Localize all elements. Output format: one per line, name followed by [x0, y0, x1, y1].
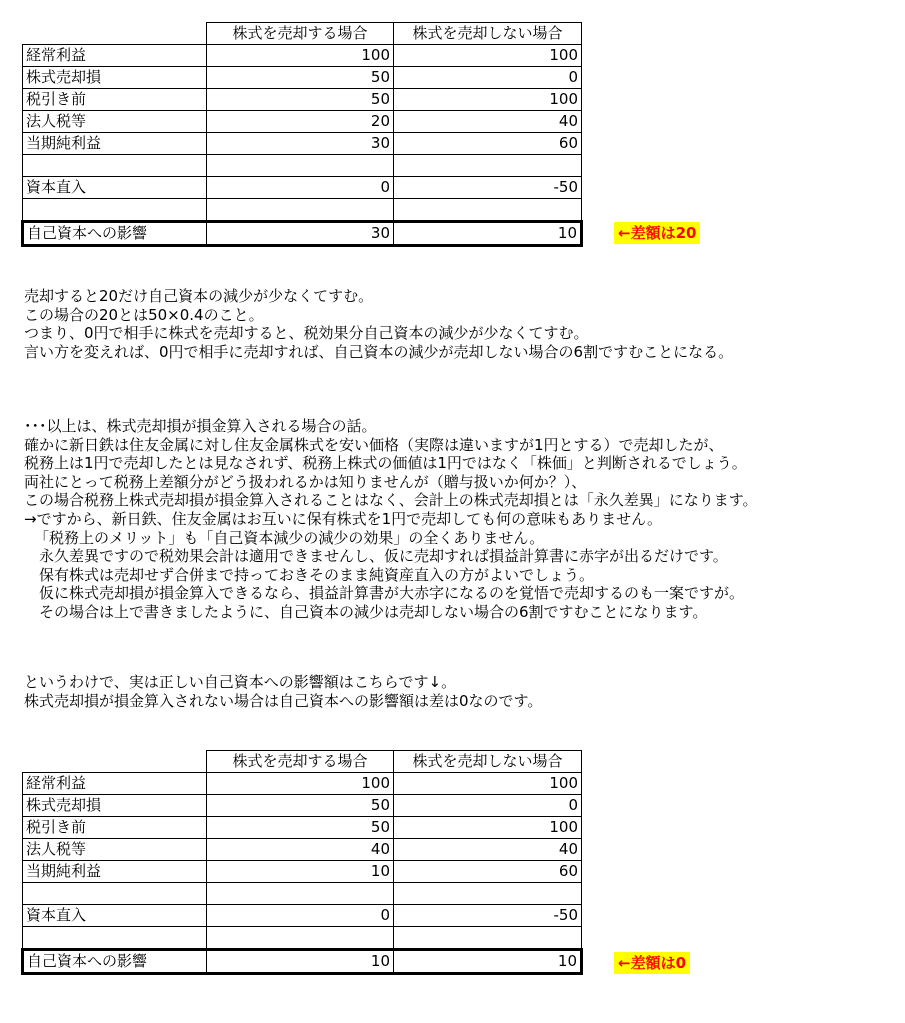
nosell-value: 0 [394, 795, 582, 817]
sell-value: 50 [207, 795, 394, 817]
sell-value: 30 [207, 133, 394, 155]
row-label: 当期純利益 [23, 861, 207, 883]
nosell-value: 100 [394, 89, 582, 111]
table-row [23, 155, 582, 177]
nosell-value: 60 [394, 133, 582, 155]
row-label: 経常利益 [23, 45, 207, 67]
text-line: 「税務上のメリット」も「自己資本減少の減少の効果」の全くありません。 [34, 528, 545, 547]
table-row [23, 905, 582, 927]
header-sell: 株式を売却する場合 [207, 23, 394, 45]
sell-value [207, 199, 394, 222]
text-line: その場合は上で書きましたように、自己資本の減少は売却しない場合の6割ですむことになります。 [39, 602, 708, 621]
sell-value: 0 [207, 905, 394, 927]
sell-value: 50 [207, 817, 394, 839]
nosell-value: 60 [394, 861, 582, 883]
text-line: つまり、0円で相手に株式を売却すると、税効果分自己資本の減少が少なくてすむ。 [24, 324, 589, 343]
table-row [23, 111, 582, 133]
table-row [23, 67, 582, 89]
header-nosell: 株式を売却しない場合 [394, 751, 582, 773]
sell-value [207, 883, 394, 905]
sell-value [207, 927, 394, 950]
text-line: 保有株式は売却せず合併まで持っておきそのまま純資産直入の方がよいでしょう。 [39, 565, 595, 584]
sell-value: 40 [207, 839, 394, 861]
sell-value: 100 [207, 45, 394, 67]
text-line: 永久差異ですので税効果会計は適用できませんし、仮に売却すれば損益計算書に赤字が出るだけです。 [39, 547, 728, 566]
row-label: 株式売却損 [23, 795, 207, 817]
sell-value: 10 [207, 950, 394, 974]
row-label [23, 155, 207, 177]
header-nosell: 株式を売却しない場合 [394, 23, 582, 45]
text-line: ･･･以上は、株式売却損が損金算入される場合の話。 [24, 417, 377, 435]
text-line: 両社にとって税務上差額分がどう扱われるかは知りませんが（贈与扱いか何か？）、 [24, 472, 587, 491]
sell-value [207, 155, 394, 177]
sell-value: 100 [207, 773, 394, 795]
equity-impact-row [23, 222, 582, 246]
nosell-value: -50 [394, 177, 582, 199]
text-line: というわけで、実は正しい自己資本への影響額はこちらです↓。 [24, 673, 457, 691]
nosell-value: 100 [394, 773, 582, 795]
explanation-paragraph-2 [24, 417, 758, 622]
nosell-value: -50 [394, 905, 582, 927]
nosell-value [394, 155, 582, 177]
sell-value: 10 [207, 861, 394, 883]
table-header-row [23, 751, 582, 773]
nosell-value: 10 [394, 222, 582, 246]
nosell-value: 0 [394, 67, 582, 89]
difference-note-2: ←差額は0 [614, 952, 690, 974]
nosell-value: 10 [394, 950, 582, 974]
sell-value: 30 [207, 222, 394, 246]
row-label: 法人税等 [23, 839, 207, 861]
table-row [23, 199, 582, 222]
row-label: 株式売却損 [23, 67, 207, 89]
comparison-table-2 [21, 750, 583, 975]
text-line: 売却すると20だけ自己資本の減少が少なくてすむ。 [24, 287, 374, 305]
table-row [23, 839, 582, 861]
conclusion-paragraph [24, 673, 542, 710]
table-row [23, 177, 582, 199]
table-row [23, 133, 582, 155]
row-label: 資本直入 [23, 905, 207, 927]
nosell-value [394, 927, 582, 950]
header-blank [23, 23, 207, 45]
text-line: 仮に株式売却損が損金算入できるなら、損益計算書が大赤字になるのを覚悟で売却するのも一案ですが。 [39, 584, 745, 603]
nosell-value [394, 883, 582, 905]
row-label: 資本直入 [23, 177, 207, 199]
row-label [23, 927, 207, 950]
nosell-value: 40 [394, 111, 582, 133]
text-line: 言い方を変えれば、0円で相手に売却すれば、自己資本の減少が売却しない場合の6割ですむことになる。 [24, 342, 734, 361]
table-row [23, 861, 582, 883]
table-row [23, 883, 582, 905]
text-line: 確かに新日鉄は住友金属に対し住友金属株式を安い価格（実際は違いますが1円とする）で売却したが、 [24, 435, 724, 454]
row-label: 法人税等 [23, 111, 207, 133]
text-line: この場合税務上株式売却損が損金算入されることはなく、会計上の株式売却損とは「永久差異」になります。 [24, 491, 758, 510]
sell-value: 50 [207, 67, 394, 89]
sell-value: 20 [207, 111, 394, 133]
table-header-row [23, 23, 582, 45]
nosell-value: 40 [394, 839, 582, 861]
difference-note-1: ←差額は20 [614, 222, 700, 244]
row-label [23, 883, 207, 905]
nosell-value: 100 [394, 817, 582, 839]
comparison-table-1 [21, 22, 583, 247]
row-label: 経常利益 [23, 773, 207, 795]
header-blank [23, 751, 207, 773]
header-sell: 株式を売却する場合 [207, 751, 394, 773]
row-label [23, 199, 207, 222]
text-line: 税務上は1円で売却したとは見なされず、税務上株式の価値は1円ではなく「株価」と判断されるでしょう。 [24, 454, 747, 473]
text-line: 株式売却損が損金算入されない場合は自己資本への影響額は差は0なのです。 [24, 691, 543, 710]
table-row [23, 817, 582, 839]
explanation-paragraph-1 [24, 287, 733, 361]
row-label: 税引き前 [23, 89, 207, 111]
sell-value: 0 [207, 177, 394, 199]
table-row [23, 927, 582, 950]
text-line: →ですから、新日鉄、住友金属はお互いに保有株式を1円で売却しても何の意味もありません。 [24, 509, 663, 528]
table-row [23, 89, 582, 111]
nosell-value: 100 [394, 45, 582, 67]
table-row [23, 45, 582, 67]
row-label: 税引き前 [23, 817, 207, 839]
row-label: 当期純利益 [23, 133, 207, 155]
row-label: 自己資本への影響 [23, 950, 207, 974]
text-line: この場合の20とは50×0.4のこと。 [24, 305, 264, 324]
table-row [23, 795, 582, 817]
equity-impact-row [23, 950, 582, 974]
sell-value: 50 [207, 89, 394, 111]
row-label: 自己資本への影響 [23, 222, 207, 246]
nosell-value [394, 199, 582, 222]
table-row [23, 773, 582, 795]
